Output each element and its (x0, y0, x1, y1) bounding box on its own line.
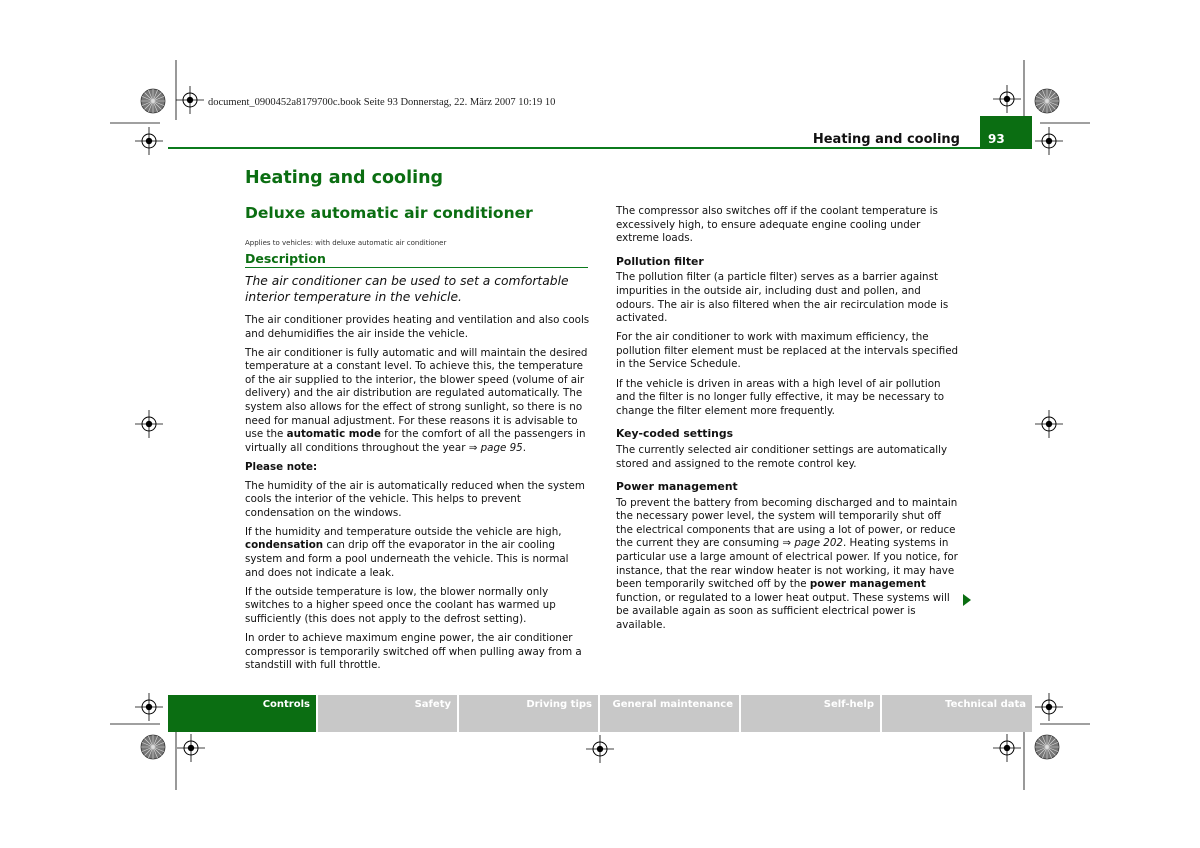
subheading-pollution-filter: Pollution filter (616, 254, 704, 268)
subheading-power-management: Power management (616, 480, 738, 494)
bold-term: condensation (245, 539, 324, 552)
text-run: . (522, 441, 527, 454)
paragraph (616, 497, 961, 633)
subheading-description: Description (245, 251, 326, 266)
chapter-tabs (168, 695, 1032, 732)
paragraph: The pollution filter (a particle filter) serves as a barrier against impurities in the outside air, including dust and pollen, and odours. The air is also filtered when the air recirculation mode is activated. (616, 271, 949, 325)
running-head-title: Heating and cooling (812, 132, 960, 147)
paragraph: The humidity of the air is automatically reduced when the system cools the interior of the vehicle. This helps to prevent condensation on the windows. (245, 479, 585, 519)
applies-to-note: Applies to vehicles: with deluxe automatic air conditioner (245, 239, 447, 247)
print-header: document_0900452a8179700c.book Seite 93 Donnerstag, 22. März 2007 10:19 10 (208, 97, 556, 108)
continue-arrow-icon (963, 594, 971, 606)
section-heading: Deluxe automatic air conditioner (245, 204, 533, 222)
tab-safety[interactable]: Safety (318, 695, 457, 732)
text-run: If the humidity and temperature outside the vehicle are high, (245, 525, 562, 538)
paragraph: The air conditioner provides heating and ventilation and also cools and dehumidifies the air inside the vehicle. (245, 314, 590, 340)
column-right (616, 205, 961, 638)
page-reference-link[interactable]: page 202 (794, 537, 843, 550)
arrow-icon: ⇒ (782, 537, 792, 550)
text-run: can drip off the evaporator in the air cooling system and form a pool underneath the vehicle. This is normal and does not indicate a leak. (245, 539, 569, 579)
paragraph: In order to achieve maximum engine power, the air conditioner compressor is temporarily switched off when pulling away from a standstill with full throttle. (245, 631, 582, 672)
subheading-key-coded-settings: Key-coded settings (616, 427, 733, 441)
text-run: for the comfort of all the passengers in virtually all conditions throughout the year (245, 428, 586, 454)
paragraph (245, 526, 590, 580)
lead-paragraph: The air conditioner can be used to set a comfortable interior temperature in the vehicle. (245, 274, 569, 304)
text-run: function, or regulated to a lower heat output. These systems will be available again as soon as sufficient electrical power is available. (616, 591, 950, 632)
arrow-icon: ⇒ (468, 441, 478, 454)
paragraph (245, 347, 590, 456)
page-reference-link[interactable]: page 95 (480, 441, 523, 454)
bold-term: power management (809, 578, 926, 591)
column-left (245, 314, 590, 678)
paragraph: The currently selected air conditioner settings are automatically stored and assigned to the remote control key. (616, 443, 948, 470)
tab-driving-tips[interactable]: Driving tips (459, 695, 598, 732)
tab-technical-data[interactable]: Technical data (882, 695, 1032, 732)
text-run: To prevent the battery from becoming discharged and to maintain the necessary power level, the system will temporarily shut off the electrical components that are using a lot of power, or reduce the current they are consuming (616, 496, 958, 550)
tab-self-help[interactable]: Self-help (741, 695, 880, 732)
running-head-rule (168, 147, 980, 149)
subheading-rule (245, 267, 588, 268)
tab-controls[interactable]: Controls (168, 695, 316, 732)
paragraph: The compressor also switches off if the coolant temperature is excessively high, to ensure adequate engine cooling under extreme loads. (616, 205, 938, 245)
paragraph: If the outside temperature is low, the blower normally only switches to a higher speed once the coolant has warmed up sufficiently (this does not apply to the defrost setting). (245, 585, 556, 625)
paragraph: For the air conditioner to work with maximum efficiency, the pollution filter element must be replaced at the intervals specified in the Service Schedule. (616, 331, 959, 371)
tab-general-maintenance[interactable]: General maintenance (600, 695, 739, 732)
chapter-heading: Heating and cooling (245, 168, 444, 188)
paragraph: If the vehicle is driven in areas with a high level of air pollution and the filter is no longer fully effective, it may be necessary to change the filter element more frequently. (616, 377, 945, 417)
bold-term: automatic mode (286, 428, 381, 441)
note-label: Please note: (245, 460, 318, 473)
page-number: 93 (980, 116, 1032, 149)
text-run: The air conditioner is fully automatic and will maintain the desired temperature at a constant level. To achieve this, the temperature of the air supplied to the interior, the blower speed (volume of air delivery) and the air distribution are regulated automatically. The system also allows for the effect of strong sunlight, so there is no need for manual adjustment. For these reasons it is advisable to use the (245, 346, 588, 441)
text-run: . Heating systems in particular use a large amount of electrical power. If you notice, for instance, that the rear window heater is not working, it may have been temporarily switched off by the (616, 537, 958, 591)
